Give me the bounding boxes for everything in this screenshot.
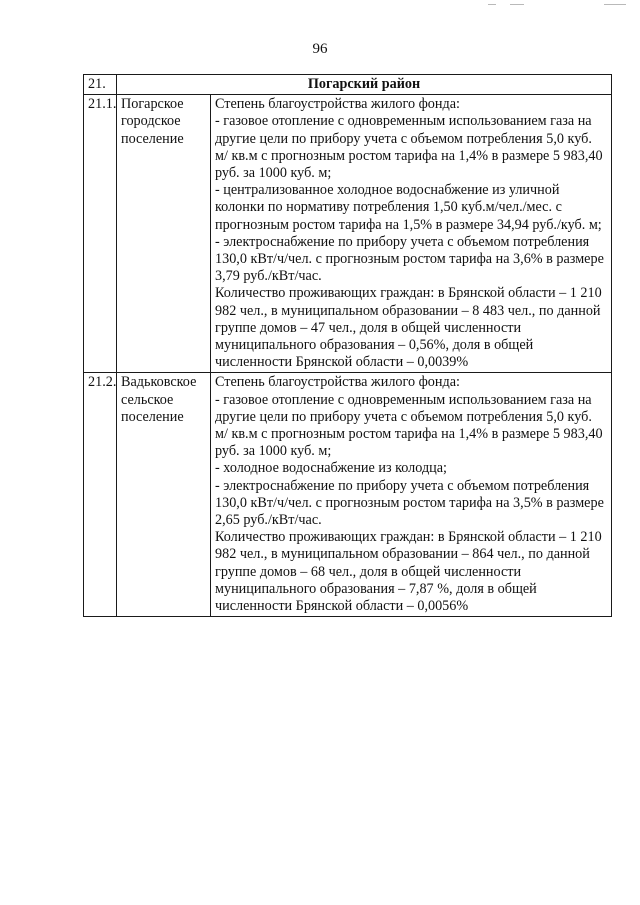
page-number: 96 — [312, 41, 328, 57]
settlement-name-line: Погарское — [121, 96, 184, 113]
gas-heating-item: - газовое отопление с одновременным использованием газа на другие цели по прибору учета с объемом потребления 5,0 куб. м/ кв.м с прогнозным ростом тарифа на 1,4% в размере 5 983,40 руб. за 1000 куб. м; — [215, 113, 603, 182]
gas-heating-item: - газовое отопление с одновременным использованием газа на другие цели по прибору учета с объемом потребления 5,0 куб. м/ кв.м с прогнозным ростом тарифа на 1,4% в размере 5 983,40 руб. за 1000 куб. м; — [215, 391, 603, 460]
district-table — [83, 74, 612, 617]
settlement-name — [117, 95, 211, 373]
water-supply-item: - холодное водоснабжение из колодца; — [215, 460, 447, 477]
scan-artifact-line — [510, 4, 524, 5]
water-supply-item: - централизованное холодное водоснабжение из уличной колонки по нормативу потребления 1,50 куб.м/чел./мес. с прогнозным ростом тарифа на 1,5% в размере 34,94 руб./куб. м; — [215, 182, 602, 233]
population-item: Количество проживающих граждан: в Брянской области – 1 210 982 чел., в муниципальном образовании – 864 чел., по данной группе домов – 68 чел., доля в общей численности муниципального образования – 7,87 %, доля в общей численности Брянской области – 0,0056% — [215, 529, 602, 615]
housing-heading: Степень благоустройства жилого фонда: — [215, 374, 460, 391]
table-row — [84, 373, 612, 617]
settlement-name — [117, 373, 211, 617]
scan-artifact-line — [604, 4, 626, 5]
district-title: Погарский район — [117, 75, 612, 95]
settlement-name-line: Вадьковское — [121, 374, 197, 391]
electricity-item: - электроснабжение по прибору учета с объемом потребления 130,0 кВт/ч/чел. с прогнозным ростом тарифа на 3,6% в размере 3,79 руб./кВт/час. — [215, 233, 604, 285]
settlement-description — [211, 95, 612, 373]
settlement-name-line: сельское — [121, 391, 174, 408]
row-number: 21.2. — [84, 373, 117, 617]
settlement-description — [211, 373, 612, 617]
population-item: Количество проживающих граждан: в Брянской области – 1 210 982 чел., в муниципальном образовании – 8 483 чел., по данной группе домов – 47 чел., доля в общей численности муниципального образования – 0,56%, доля в общей численности Брянской области – 0,0039% — [215, 285, 602, 371]
settlement-name-line: поселение — [121, 130, 184, 147]
scan-artifact-line — [488, 4, 496, 5]
electricity-item: - электроснабжение по прибору учета с объемом потребления 130,0 кВт/ч/чел. с прогнозным ростом тарифа на 3,5% в размере 2,65 руб./кВт/час. — [215, 477, 604, 529]
table-row — [84, 95, 612, 373]
row-number: 21.1. — [84, 95, 117, 373]
district-number: 21. — [84, 75, 117, 95]
settlement-name-line: поселение — [121, 408, 184, 425]
settlement-name-line: городское — [121, 113, 181, 130]
housing-heading: Степень благоустройства жилого фонда: — [215, 96, 460, 113]
district-header-row — [84, 75, 612, 95]
